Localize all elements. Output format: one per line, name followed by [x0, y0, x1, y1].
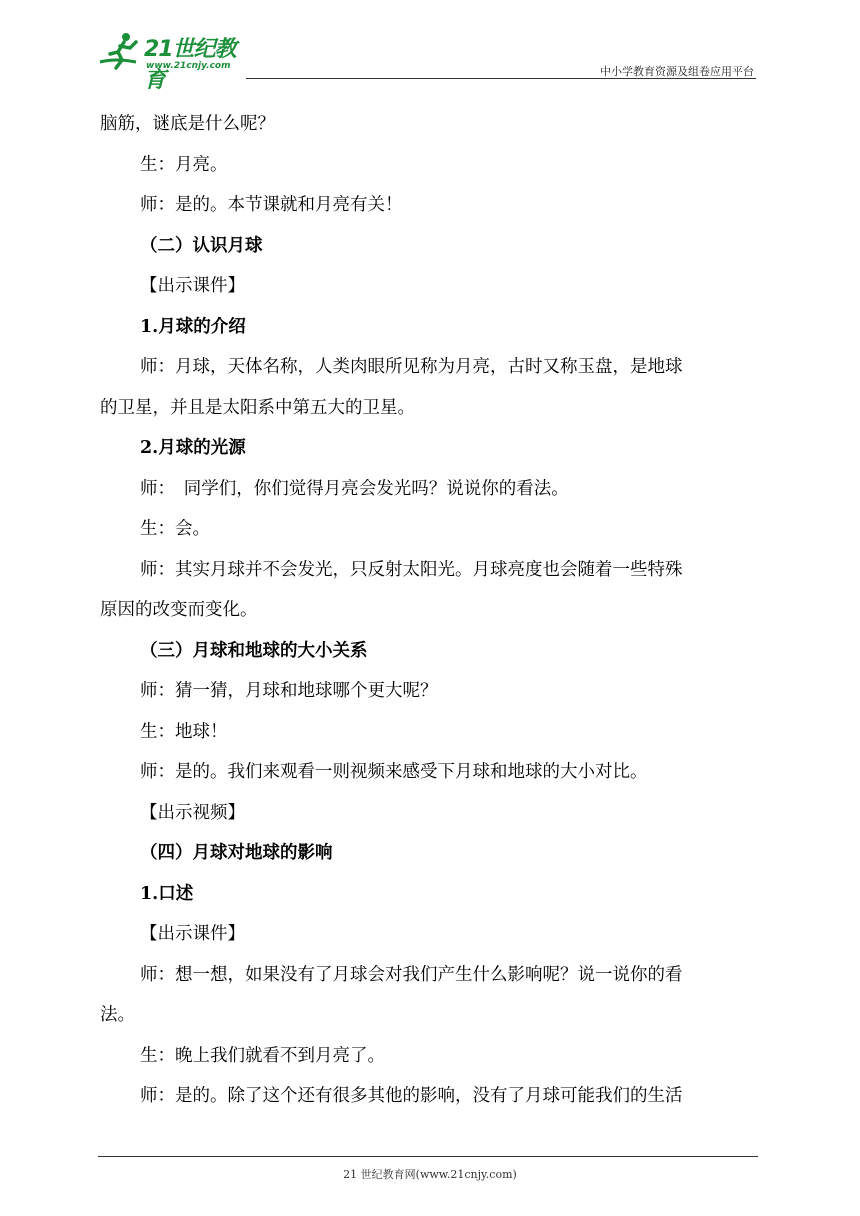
footer-divider — [98, 1156, 758, 1157]
section-heading: （三）月球和地球的大小关系 — [140, 640, 368, 661]
paragraph-line: 脑筋，谜底是什么呢？ — [100, 114, 275, 134]
paragraph-line: 的卫星，并且是太阳系中第五大的卫星。 — [100, 397, 415, 418]
paragraph-line: 师：想一想，如果没有了月球会对我们产生什么影响呢？说一说你的看 — [140, 964, 683, 985]
paragraph-line: 【出示视频】 — [140, 802, 245, 823]
header-platform-text: 中小学教育资源及组卷应用平台 — [600, 65, 754, 78]
paragraph-line: 原因的改变而变化。 — [100, 600, 258, 620]
logo-url: www.21cnjy.com — [146, 61, 231, 71]
site-logo — [96, 28, 256, 93]
header-divider — [246, 78, 756, 79]
paragraph-line: 生：月亮。 — [140, 154, 228, 175]
paragraph-line: 【出示课件】 — [140, 924, 245, 944]
paragraph-line: 法。 — [100, 1005, 135, 1025]
document-body — [100, 104, 762, 1117]
section-heading: （二）认识月球 — [140, 235, 263, 256]
paragraph-line: 生：晚上我们就看不到月亮了。 — [140, 1045, 385, 1066]
page-footer: 21 世纪教育网(www.21cnjy.com) — [343, 1168, 517, 1181]
paragraph-line: 师：是的。本节课就和月亮有关！ — [140, 195, 403, 215]
section-heading: （四）月球对地球的影响 — [140, 843, 333, 863]
paragraph-line: 师：是的。除了这个还有很多其他的影响，没有了月球可能我们的生活 — [140, 1086, 683, 1106]
paragraph-line: 师： 同学们，你们觉得月亮会发光吗？说说你的看法。 — [140, 478, 569, 499]
paragraph-line: 师：月球，天体名称，人类肉眼所见称为月亮，古时又称玉盘，是地球 — [140, 357, 683, 377]
paragraph-line: 师：其实月球并不会发光，只反射太阳光。月球亮度也会随着一些特殊 — [140, 559, 683, 580]
paragraph-line: 【出示课件】 — [140, 276, 245, 296]
paragraph-line: 师：是的。我们来观看一则视频来感受下月球和地球的大小对比。 — [140, 762, 648, 782]
section-heading: 1.月球的介绍 — [140, 316, 246, 337]
paragraph-line: 生：地球！ — [140, 721, 228, 742]
page-header — [96, 28, 756, 93]
paragraph-line: 师：猜一猜，月球和地球哪个更大呢？ — [140, 681, 438, 701]
section-heading: 1.口述 — [140, 883, 194, 904]
logo-text: 21世纪教育 — [144, 37, 236, 93]
section-heading: 2.月球的光源 — [140, 438, 246, 458]
paragraph-line: 生：会。 — [140, 519, 210, 539]
